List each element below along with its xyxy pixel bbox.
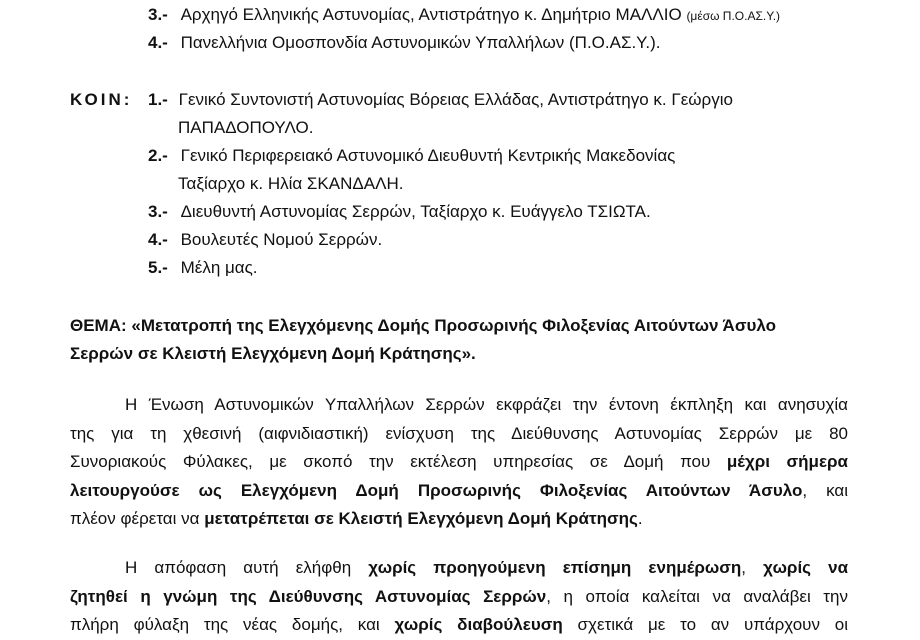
koin-text: Γενικό Συντονιστή Αστυνομίας Βόρειας Ελλάδας, Αντιστράτηγο κ. Γεώργιο (178, 90, 733, 109)
paragraph-line (70, 420, 848, 449)
text: Η απόφαση αυτή ελήφθη (125, 558, 369, 577)
koin-text: Μέλη μας. (180, 258, 258, 277)
bold-text: λειτουργούσε ως Ελεγχόμενη Δομή Προσωρινής Φιλοξενίας Αιτούντων Άσυλο (70, 480, 803, 500)
text: πλέον φέρεται να (70, 509, 205, 528)
text: της για τη χθεσινή (αιφνιδιαστική) ενίσχυση της Διεύθυνσης Αστυνομίας Σερρών με 80 (70, 423, 848, 443)
recipient-text: Αρχηγό Ελληνικής Αστυνομίας, Αντιστράτηγο κ. Δημήτριο ΜΑΛΛΙΟ (180, 5, 682, 24)
koin-item-2-cont: Ταξίαρχο κ. Ηλία ΣΚΑΝΔΑΛΗ. (178, 174, 404, 193)
koin-item-3 (148, 200, 651, 224)
subject-line-2: Σερρών σε Κλειστή Ελεγχόμενη Δομή Κράτησης». (70, 344, 476, 363)
recipient-number: 3.- (148, 5, 168, 24)
paragraph-line (70, 477, 848, 506)
koin-item-4 (148, 228, 382, 252)
recipient-number: 4.- (148, 33, 168, 52)
text: . (637, 509, 643, 528)
text: , (741, 558, 764, 577)
subject-line-1: ΘΕΜΑ: «Μετατροπή της Ελεγχόμενης Δομής Προσωρινής Φιλοξενίας Αιτούντων Άσυλο (70, 316, 776, 335)
text: πλήρη φύλαξη της νέας δομής, και (70, 615, 395, 634)
text: Συνοριακούς Φύλακες, με σκοπό την εκτέλεση υπηρεσίας σε Δομή που (70, 452, 727, 471)
koin-item-1 (148, 88, 733, 112)
recipient-item-3 (148, 3, 780, 28)
koin-item-1-cont: ΠΑΠΑΔΟΠΟΥΛΟ. (178, 118, 314, 137)
paragraph-line (70, 583, 848, 612)
recipient-item-4 (148, 31, 660, 55)
koin-number: 5.- (148, 258, 168, 277)
bold-text: χωρίς να (763, 558, 849, 577)
bold-text: χωρίς διαβούλευση (394, 615, 563, 634)
koin-number: 4.- (148, 230, 168, 249)
koin-number: 2.- (148, 146, 168, 165)
recipient-note: (μέσω Π.Ο.ΑΣ.Υ.) (686, 9, 781, 23)
paragraph-line (70, 554, 848, 583)
text: , και (802, 480, 848, 500)
paragraph-line (70, 448, 848, 477)
paragraph-2 (70, 554, 848, 640)
koin-text: Διευθυντή Αστυνομίας Σερρών, Ταξίαρχο κ. Ευάγγελο ΤΣΙΩΤΑ. (180, 202, 651, 221)
recipient-text: Πανελλήνια Ομοσπονδία Αστυνομικών Υπαλλήλων (Π.Ο.ΑΣ.Υ.). (180, 33, 661, 52)
text: , η οποία καλείται να αναλάβει την (546, 586, 848, 606)
koin-number: 3.- (148, 202, 168, 221)
koin-text: Γενικό Περιφερειακό Αστυνομικό Διευθυντή Κεντρικής Μακεδονίας (180, 146, 676, 165)
bold-text: χωρίς προηγούμενη επίσημη ενημέρωση (368, 558, 742, 577)
koin-text: Βουλευτές Νομού Σερρών. (180, 230, 383, 249)
paragraph-line (70, 611, 848, 640)
bold-text: μέχρι σήμερα (726, 452, 848, 471)
koin-number: 1.- (148, 90, 168, 109)
bold-text: μετατρέπεται σε Κλειστή Ελεγχόμενη Δομή Κράτησης (204, 509, 638, 528)
paragraph-line (70, 391, 848, 420)
text: Η Ένωση Αστυνομικών Υπαλλήλων Σερρών εκφράζει την έντονη έκπληξη και ανησυχία (125, 395, 848, 414)
paragraph-line (70, 505, 848, 534)
koin-label: ΚΟΙΝ: (70, 90, 133, 109)
koin-item-5 (148, 256, 258, 280)
paragraph-1 (70, 391, 848, 534)
bold-text: ζητηθεί η γνώμη της Διεύθυνσης Αστυνομίας Σερρών (70, 586, 547, 606)
koin-item-2 (148, 144, 675, 168)
text: σχετικά με το αν υπάρχουν οι (562, 615, 849, 634)
